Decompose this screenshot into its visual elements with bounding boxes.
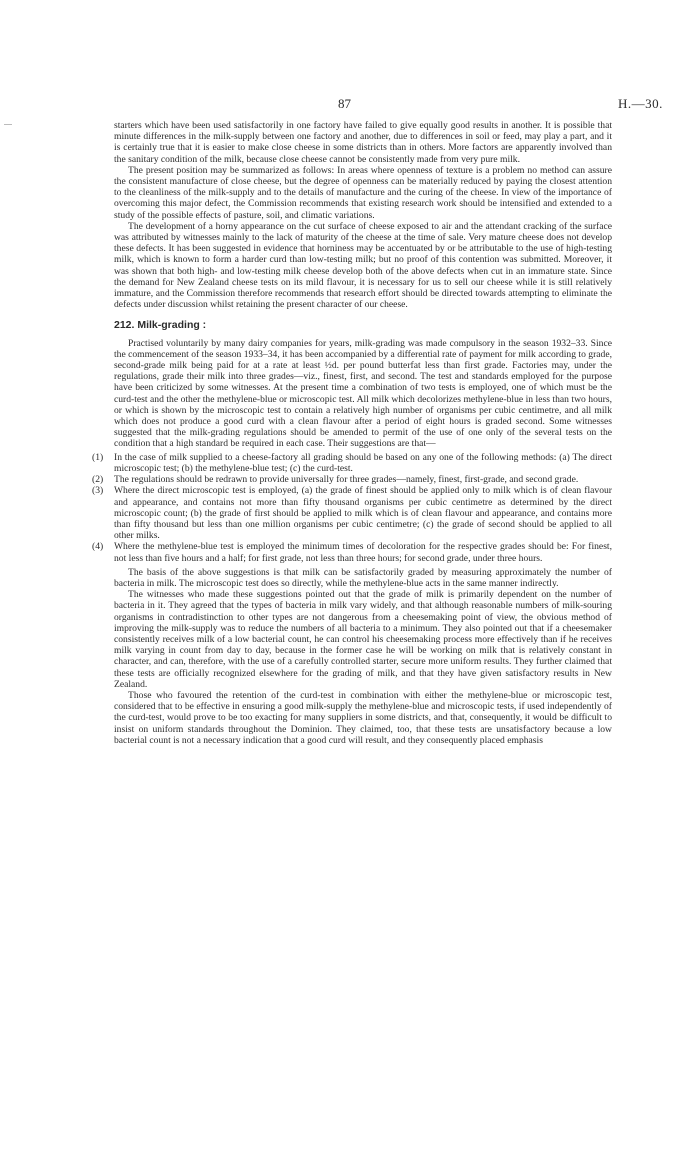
list-item-text: In the case of milk supplied to a cheese-factory all grading should be based on any one of the following methods: (a) The direct microscopic test; (b) the methylene-blue test; (c) the curd-test. xyxy=(114,451,612,474)
list-item-text: Where the methylene-blue test is employed the minimum times of decoloration for the respective grades should be: For finest, not less than five hours and a half; for first grade, not less than three hours; for second grade, under three hours. xyxy=(114,541,612,564)
margin-mark xyxy=(4,124,12,125)
suggestions-list xyxy=(92,451,612,564)
list-item xyxy=(92,451,612,474)
page-body xyxy=(92,120,612,746)
list-item xyxy=(92,541,612,564)
page-number: 87 xyxy=(338,96,351,111)
paragraph-milk-grading: Practised voluntarily by many dairy companies for years, milk-grading was made compulsory in the season 1932–33. Since the commencement of the season 1933–34, it has been accompanied by a differential rate of payment for milk according to grade, second-grade milk being paid for at a rate at least ½d. per pound butterfat less than first grade. Factories may, under the regulations, grade their milk into three grades—viz., finest, first, and second. The test and standards employed for the purpose have been criticized by some witnesses. At the present time a combination of two tests is employed, one of which must be the curd-test and the other the methylene-blue or microscopic test. All milk which decolorizes methylene-blue in less than two hours, or which is shown by the microscopic test to contain a relatively high number of organisms per cubic centimetre, and all milk which does not produce a good curd with a clean flavour after a period of eight hours is graded second. Some witnesses suggested that the milk-grading regulations should be amended to permit of the use of one only of the several tests on the condition that a high standard be required in each case. Their suggestions are that— xyxy=(114,337,612,450)
paragraph-continuation: starters which have been used satisfactorily in one factory have failed to give equally good results in another. It is possible that minute differences in the milk-supply between one factory and another, due to differences in soil or feed, may play a part, and it is certainly true that it is easier to make close cheese in some districts than in others. More factors are apparently involved than the sanitary condition of the milk, because close cheese cannot be consistently made from very pure milk. xyxy=(114,120,612,165)
list-item xyxy=(92,485,612,542)
paragraph-basis: The basis of the above suggestions is that milk can be satisfactorily graded by measuring approximately the number of bacteria in milk. The microscopic test does so directly, while the methylene-blue acts in the same manner indirectly. xyxy=(114,566,612,589)
paragraph-summary: The present position may be summarized as follows: In areas where openness of texture is a problem no method can assure the consistent manufacture of close cheese, but the degree of openness can be materially reduced by paying the closest attention to the cleanliness of the milk-supply and to the details of manufacture and the curing of the cheese. In view of the importance of overcoming this major defect, the Commission recommends that existing research work should be intensified and extended to a study of the possible effects of pasture, soil, and climatic variations. xyxy=(114,164,612,221)
paragraph-curd-test: Those who favoured the retention of the curd-test in combination with either the methylene-blue or microscopic test, considered that to be effective in ensuring a good milk-supply the methylene-blue and microscopic tests, if used independently of the curd-test, would prove to be too exacting for many suppliers in some districts, and that, consequently, it would be difficult to insist on uniform standards throughout the Dominion. They claimed, too, that these tests are unsatisfactory because a low bacterial count is not a necessary indication that a good curd will result, and they consequently placed emphasis xyxy=(114,689,612,746)
list-item xyxy=(92,474,612,486)
list-item-number: (2) xyxy=(92,474,104,486)
paragraph-witnesses: The witnesses who made these suggestions pointed out that the grade of milk is primarily dependent on the number of bacteria in it. They agreed that the types of bacteria in milk vary widely, and that although reasonable numbers of milk-souring organisms in contradistinction to other types are not dangerous from a cheesemaking point of view, the obvious method of improving the milk-supply was to reduce the numbers of all bacteria to a minimum. They also pointed out that if a cheesemaker consistently receives milk of a low bacterial count, he can control his cheesemaking process more effectively than if he receives milk varying in count from day to day, because in the former case he will be working on milk that is relatively constant in character, and can, therefore, with the use of a carefully controlled starter, secure more uniform results. They further claimed that these tests are officially recognized elsewhere for the grading of milk, and that they have given satisfactory results in New Zealand. xyxy=(114,589,612,690)
document-reference: H.—30. xyxy=(618,96,663,111)
page-header xyxy=(0,96,700,112)
list-item-number: (1) xyxy=(92,451,104,463)
list-item-number: (4) xyxy=(92,541,104,553)
list-item-number: (3) xyxy=(92,485,104,497)
paragraph-horny-appearance: The development of a horny appearance on the cut surface of cheese exposed to air and the attendant cracking of the surface was attributed by witnesses mainly to the lack of maturity of the cheese at the time of sale. Very mature cheese does not develop these defects. It has been suggested in evidence that horniness may be accentuated by or be attributable to the use of high-testing milk, which is known to form a harder curd than low-testing milk; but no proof of this contention was submitted. Moreover, it was shown that both high- and low-testing milk cheese develop both of the above defects when cut in an immature state. Since the demand for New Zealand cheese tests on its mild flavour, it is necessary for us to sell our cheese while it is still relatively immature, and the Commission therefore recommends that research effort should be directed towards attempting to eliminate the defects under discussion whilst retaining the present character of our cheese. xyxy=(114,220,612,311)
list-item-text: Where the direct microscopic test is employed, (a) the grade of finest should be applied only to milk which is of clean flavour and appearance, and contains not more than fifty thousand organisms per cubic centimetre as determined by the direct microscopic count; (b) the grade of first should be applied to milk which is of clean flavour and appearance, and contains more than fifty thousand but less than one million organisms per cubic centimetre; (c) the grade of second should be applied to all other milks. xyxy=(114,485,612,542)
list-item-text: The regulations should be redrawn to provide universally for three grades—namely, finest, first-grade, and second grade. xyxy=(114,474,579,486)
section-heading: 212. Milk-grading : xyxy=(114,319,207,332)
